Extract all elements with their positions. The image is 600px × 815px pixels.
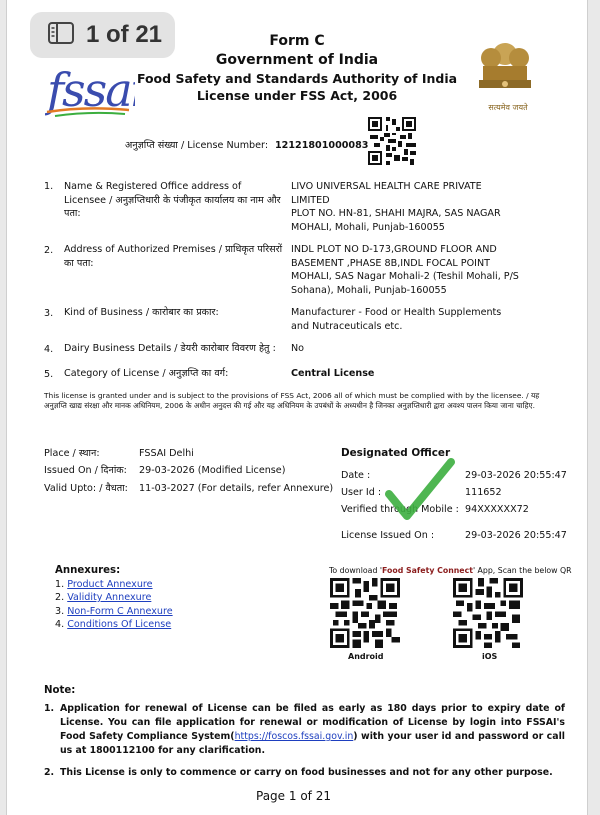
validity-annexure-link[interactable]: Validity Annexure (67, 592, 152, 603)
annexure-number: 2. (55, 592, 65, 603)
detail-3-number: 3. (44, 308, 54, 319)
license-issued-label: License Issued On : (341, 530, 435, 541)
detail-4-value: No (291, 343, 305, 354)
annexure-item-2 (55, 591, 151, 605)
page-footer: Page 1 of 21 (256, 789, 331, 803)
annexure-number: 4. (55, 619, 65, 630)
detail-4-number: 4. (44, 344, 54, 355)
annexure-number: 1. (55, 579, 65, 590)
designated-officer-title: Designated Officer (341, 447, 451, 459)
fine-print-english: This license is granted under and is subject to the provisions of FSS Act, 2006 all of which must be complied with by the licensee. (44, 391, 524, 400)
note-1-text-b: ) with your user id and password or call us at 1800112100 for any clarification. (60, 731, 565, 756)
annexure-item-4 (55, 618, 171, 632)
detail-2-value: INDL PLOT NO D-173,GROUND FLOOR AND BASEMENT ,PHASE 8B,INDL FOCAL POINT MOHALI, SAS Nagar Mohali-2 (Teshil Mohali, P/S Sohana), Mohali, Punjab-160055 (291, 244, 519, 296)
fine-print (44, 391, 554, 411)
foscos-link[interactable]: https://foscos.fssai.gov.in (234, 731, 354, 742)
detail-1-label: Name & Registered Office address of Licensee / अनुज्ञप्तिधारी के पंजीकृत कार्यालय का नाम और पता: (64, 181, 281, 219)
annexure-number: 3. (55, 606, 65, 617)
note-title: Note: (44, 685, 76, 696)
license-number-value: 12121801000083 (275, 140, 369, 151)
android-qr-code[interactable] (330, 578, 400, 648)
annexure-item-1 (55, 578, 153, 592)
verified-check-icon (385, 458, 455, 528)
app-text-suffix: ' App, Scan the below QR (472, 566, 572, 575)
non-form-c-annexure-link[interactable]: Non-Form C Annexure (67, 606, 173, 617)
emblem-caption: सत्यमेव जयते (488, 103, 528, 112)
detail-3-label: Kind of Business / कारोबार का प्रकार: (64, 307, 219, 318)
product-annexure-link[interactable]: Product Annexure (67, 579, 153, 590)
app-download-text (329, 564, 572, 578)
license-qr-code (368, 117, 416, 165)
license-issued-value: 29-03-2026 20:55:47 (465, 530, 567, 541)
valid-upto-label: Valid Upto: / वैधता: (44, 483, 128, 494)
detail-3-value: Manufacturer - Food or Health Supplements and Nutraceuticals etc. (291, 307, 502, 332)
detail-4-label: Dairy Business Details / डेयरी कारोबार विवरण हेतु : (64, 343, 276, 354)
fine-print-hindi: / यह अनुज्ञप्ति खाद्य संरक्षा और मानक अधिनियम, 2006 के अधीन अनुदत्त की गई और यह अधिनियम के उपबंधों के अध्यधीन है जिनका अनुज्ञप्तिधारी द्वारा अवश्य पालन किया जाना चाहिए. (44, 391, 540, 410)
conditions-of-license-link[interactable]: Conditions Of License (67, 619, 172, 630)
officer-verified-label: Verified through Mobile : (341, 504, 459, 515)
place-value: FSSAI Delhi (139, 448, 194, 459)
ios-label: iOS (482, 652, 498, 661)
license-page (6, 0, 588, 815)
note-2-text: This License is only to commence or carry on food businesses and not for any other purpose. (60, 767, 553, 778)
national-emblem-icon (469, 32, 541, 114)
fssai-logo-text: fssai (47, 63, 135, 117)
officer-userid-value: 111652 (465, 487, 502, 498)
officer-date-value: 29-03-2026 20:55:47 (465, 470, 567, 481)
authority-title: Food Safety and Standards Authority of India (136, 71, 458, 86)
detail-2-label: Address of Authorized Premises / प्राधिकृत परिसरों का पता: (64, 244, 283, 269)
detail-5-number: 5. (44, 369, 54, 380)
app-name: Food Safety Connect (382, 566, 473, 575)
license-under-title: License under FSS Act, 2006 (196, 88, 398, 103)
app-text-prefix: To download ' (329, 566, 383, 575)
page-indicator[interactable] (30, 12, 175, 58)
detail-2-number: 2. (44, 245, 54, 256)
detail-1-number: 1. (44, 181, 54, 192)
note-1-text (60, 702, 565, 758)
valid-upto-value: 11-03-2027 (For details, refer Annexure) (139, 483, 334, 494)
fssai-logo (45, 58, 135, 130)
ios-qr-code[interactable] (453, 578, 523, 648)
issued-on-label: Issued On / दिनांक: (44, 465, 127, 476)
sidebar-page-icon (48, 22, 74, 48)
officer-verified-value: 94XXXXXX72 (465, 504, 529, 515)
detail-1-value: LIVO UNIVERSAL HEALTH CARE PRIVATE LIMITED PLOT NO. HN-81, SHAHI MAJRA, SAS NAGAR MOHALI, Mohali, Punjab-160055 (291, 181, 501, 233)
officer-userid-label: User Id : (341, 487, 382, 498)
android-label: Android (348, 652, 384, 661)
annexure-item-3 (55, 605, 173, 619)
government-title: Government of India (215, 52, 379, 68)
detail-5-label: Category of License / अनुज्ञप्ति का वर्ग: (64, 368, 229, 379)
annexures-title: Annexures: (55, 565, 121, 576)
note-1-number: 1. (44, 703, 55, 714)
issued-on-value: 29-03-2026 (Modified License) (139, 465, 286, 476)
note-1-text-a: Application for renewal of License can be filed as early as 180 days prior to expiry date of License. You can file application for renewal or modification of License by login into FSSAI's Food Safety Compliance System( (60, 703, 565, 742)
form-title: Form C (269, 33, 325, 49)
officer-date-label: Date : (341, 470, 371, 481)
place-label: Place / स्थान: (44, 448, 100, 459)
note-2-number: 2. (44, 767, 55, 778)
detail-5-value: Central License (291, 368, 375, 379)
license-number-label: अनुज्ञप्ति संख्या / License Number: (125, 140, 269, 151)
page-indicator-text: 1 of 21 (86, 21, 163, 48)
